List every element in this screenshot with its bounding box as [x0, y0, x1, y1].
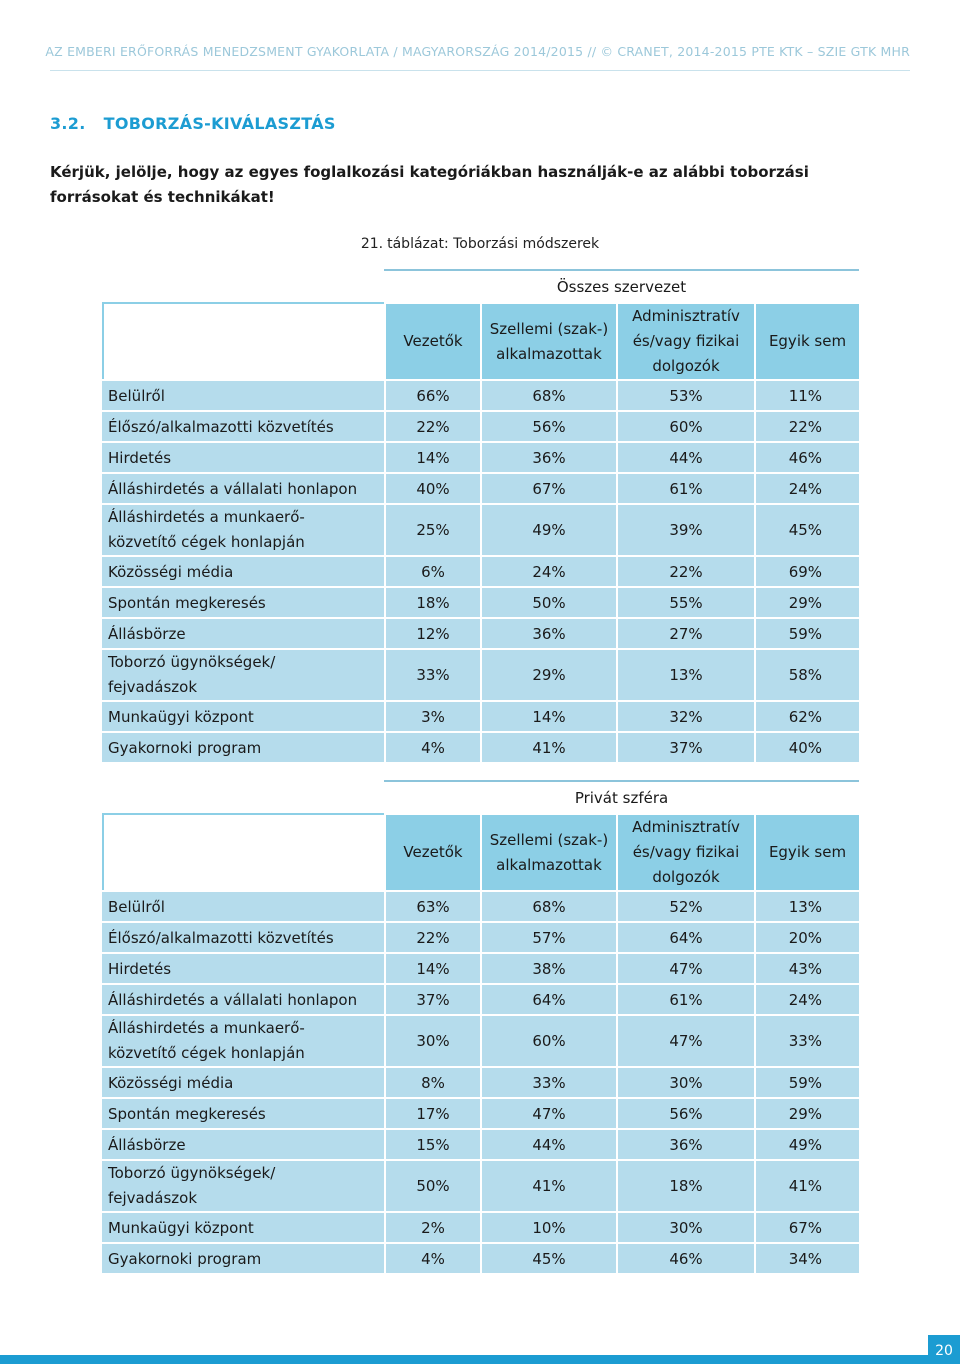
table-row — [102, 1128, 859, 1159]
table-row — [102, 586, 859, 617]
table-cell: 45% — [754, 503, 859, 555]
group-header: Összes szervezet — [384, 269, 859, 302]
row-label-line: fejvadászok — [108, 678, 198, 696]
row-label: Élőszó/alkalmazotti közvetítés — [102, 410, 384, 441]
table-cell: 50% — [384, 1159, 480, 1211]
table-private-sector — [102, 780, 859, 1273]
table-cell: 14% — [384, 952, 480, 983]
table-cell: 6% — [384, 555, 480, 586]
row-label: Közösségi média — [102, 1066, 384, 1097]
table-cell: 22% — [384, 410, 480, 441]
table-cell: 41% — [480, 1159, 616, 1211]
table-cell: 58% — [754, 648, 859, 700]
running-header: AZ EMBERI ERŐFORRÁS MENEDZSMENT GYAKORLATA / MAGYARORSZÁG 2014/2015 // © CRANET, 2014-2015 PTE KTK – SZIE GTK MHR — [45, 44, 910, 59]
row-label-line: Álláshirdetés a munkaerő- — [108, 508, 305, 526]
table-cell: 69% — [754, 555, 859, 586]
table-cell: 60% — [480, 1014, 616, 1066]
row-label: Állásbörze — [102, 1128, 384, 1159]
row-label: Hirdetés — [102, 952, 384, 983]
table-cell: 52% — [616, 890, 754, 921]
group-header: Privát szféra — [384, 780, 859, 813]
table-cell: 18% — [616, 1159, 754, 1211]
row-label-line: Toborzó ügynökségek/ — [108, 653, 276, 671]
table-cell: 60% — [616, 410, 754, 441]
header-divider — [50, 70, 910, 71]
table-cell: 13% — [616, 648, 754, 700]
table-cell: 20% — [754, 921, 859, 952]
table-cell: 61% — [616, 472, 754, 503]
table-cell: 49% — [480, 503, 616, 555]
table-row — [102, 983, 859, 1014]
col-header-line: dolgozók — [652, 357, 720, 375]
table-cell: 34% — [754, 1242, 859, 1273]
col-header-line: Adminisztratív — [632, 818, 740, 836]
table-cell: 12% — [384, 617, 480, 648]
table-cell: 22% — [754, 410, 859, 441]
col-header-line: Adminisztratív — [632, 307, 740, 325]
table-cell: 56% — [616, 1097, 754, 1128]
table-row — [102, 1097, 859, 1128]
col-header-line: és/vagy fizikai — [632, 843, 740, 861]
table-cell: 50% — [480, 586, 616, 617]
table-cell: 2% — [384, 1211, 480, 1242]
table-cell: 24% — [480, 555, 616, 586]
table-cell: 36% — [616, 1128, 754, 1159]
section-title: TOBORZÁS-KIVÁLASZTÁS — [103, 114, 336, 133]
row-label: Belülről — [102, 379, 384, 410]
table-row — [102, 921, 859, 952]
section-heading — [50, 114, 336, 133]
col-header-line: alkalmazottak — [496, 344, 602, 363]
table-cell: 68% — [480, 890, 616, 921]
col-header-egyik-sem: Egyik sem — [754, 302, 859, 379]
table-cell: 67% — [480, 472, 616, 503]
table-row — [102, 617, 859, 648]
col-header-vezetok: Vezetők — [384, 813, 480, 890]
table-cell: 25% — [384, 503, 480, 555]
footer-bar — [0, 1355, 960, 1364]
row-label: Spontán megkeresés — [102, 586, 384, 617]
row-label: Álláshirdetés a vállalati honlapon — [102, 983, 384, 1014]
table-cell: 41% — [480, 731, 616, 762]
table-cell: 27% — [616, 617, 754, 648]
table-all-organizations — [102, 269, 859, 762]
row-label: Állásbörze — [102, 617, 384, 648]
table-cell: 55% — [616, 586, 754, 617]
table-cell: 63% — [384, 890, 480, 921]
table-row — [102, 648, 859, 700]
row-label: Közösségi média — [102, 555, 384, 586]
table-cell: 39% — [616, 503, 754, 555]
table-cell: 41% — [754, 1159, 859, 1211]
table-cell: 18% — [384, 586, 480, 617]
table-cell: 14% — [384, 441, 480, 472]
row-label-line: Toborzó ügynökségek/ — [108, 1164, 276, 1182]
table-cell: 46% — [616, 1242, 754, 1273]
table-cell: 22% — [384, 921, 480, 952]
table-cell: 45% — [480, 1242, 616, 1273]
table-row — [102, 1066, 859, 1097]
row-label: Munkaügyi központ — [102, 1211, 384, 1242]
table-cell: 17% — [384, 1097, 480, 1128]
table-cell: 40% — [384, 472, 480, 503]
row-label: Élőszó/alkalmazotti közvetítés — [102, 921, 384, 952]
table-cell: 29% — [480, 648, 616, 700]
col-header-egyik-sem: Egyik sem — [754, 813, 859, 890]
table-cell: 4% — [384, 1242, 480, 1273]
col-header-line: alkalmazottak — [496, 855, 602, 874]
table-cell: 33% — [384, 648, 480, 700]
row-label — [102, 1159, 384, 1211]
table-cell: 40% — [754, 731, 859, 762]
table-cell: 3% — [384, 700, 480, 731]
col-header-adminisztrativ — [616, 302, 754, 379]
table-caption-text: táblázat: Toborzási módszerek — [387, 236, 600, 252]
row-label-line: Álláshirdetés a munkaerő- — [108, 1019, 305, 1037]
table-cell: 44% — [616, 441, 754, 472]
header-blank-cell — [102, 302, 384, 379]
table-row — [102, 1159, 859, 1211]
page-number: 20 — [928, 1335, 960, 1364]
table-cell: 66% — [384, 379, 480, 410]
row-label: Belülről — [102, 890, 384, 921]
table-row — [102, 379, 859, 410]
table-cell: 36% — [480, 441, 616, 472]
table-cell: 22% — [616, 555, 754, 586]
table-cell: 62% — [754, 700, 859, 731]
table-cell: 59% — [754, 1066, 859, 1097]
row-label: Hirdetés — [102, 441, 384, 472]
table-cell: 10% — [480, 1211, 616, 1242]
row-label-line: fejvadászok — [108, 1189, 198, 1207]
col-header-szellemi — [480, 302, 616, 379]
row-label-line: közvetítő cégek honlapján — [108, 533, 305, 551]
row-label — [102, 648, 384, 700]
table-cell: 57% — [480, 921, 616, 952]
table-cell: 14% — [480, 700, 616, 731]
table-cell: 37% — [616, 731, 754, 762]
table-cell: 43% — [754, 952, 859, 983]
row-label: Spontán megkeresés — [102, 1097, 384, 1128]
table-cell: 24% — [754, 472, 859, 503]
row-label — [102, 503, 384, 555]
table-cell: 38% — [480, 952, 616, 983]
table-cell: 33% — [754, 1014, 859, 1066]
table-row — [102, 700, 859, 731]
row-label: Gyakornoki program — [102, 731, 384, 762]
header-blank-cell — [102, 813, 384, 890]
table-cell: 61% — [616, 983, 754, 1014]
table-row — [102, 1242, 859, 1273]
table-row — [102, 503, 859, 555]
table-cell: 13% — [754, 890, 859, 921]
table-row — [102, 472, 859, 503]
table-cell: 29% — [754, 1097, 859, 1128]
table-cell: 32% — [616, 700, 754, 731]
table-cell: 64% — [616, 921, 754, 952]
col-header-line: Szellemi (szak-) — [489, 319, 609, 338]
col-header-szellemi — [480, 813, 616, 890]
table-cell: 46% — [754, 441, 859, 472]
table-cell: 36% — [480, 617, 616, 648]
table-cell: 24% — [754, 983, 859, 1014]
row-label: Munkaügyi központ — [102, 700, 384, 731]
table-row — [102, 1211, 859, 1242]
table-cell: 33% — [480, 1066, 616, 1097]
row-label-line: közvetítő cégek honlapján — [108, 1044, 305, 1062]
table-row — [102, 890, 859, 921]
table-cell: 47% — [616, 952, 754, 983]
table-row — [102, 555, 859, 586]
table-cell: 30% — [616, 1066, 754, 1097]
table-cell: 15% — [384, 1128, 480, 1159]
row-label: Gyakornoki program — [102, 1242, 384, 1273]
table-caption — [0, 236, 960, 252]
table-row — [102, 441, 859, 472]
table-cell: 59% — [754, 617, 859, 648]
table-row — [102, 410, 859, 441]
table-caption-number: 21. — [360, 236, 384, 252]
col-header-vezetok: Vezetők — [384, 302, 480, 379]
table-cell: 30% — [616, 1211, 754, 1242]
table-cell: 30% — [384, 1014, 480, 1066]
row-label — [102, 1014, 384, 1066]
col-header-adminisztrativ — [616, 813, 754, 890]
col-header-line: Szellemi (szak-) — [489, 830, 609, 849]
table-cell: 44% — [480, 1128, 616, 1159]
table-cell: 47% — [616, 1014, 754, 1066]
table-cell: 68% — [480, 379, 616, 410]
row-label: Álláshirdetés a vállalati honlapon — [102, 472, 384, 503]
table-cell: 47% — [480, 1097, 616, 1128]
table-cell: 37% — [384, 983, 480, 1014]
table-cell: 29% — [754, 586, 859, 617]
col-header-line: és/vagy fizikai — [632, 332, 740, 350]
table-cell: 64% — [480, 983, 616, 1014]
table-cell: 49% — [754, 1128, 859, 1159]
table-cell: 11% — [754, 379, 859, 410]
table-cell: 56% — [480, 410, 616, 441]
table-cell: 53% — [616, 379, 754, 410]
col-header-line: dolgozók — [652, 868, 720, 886]
table-row — [102, 952, 859, 983]
table-row — [102, 731, 859, 762]
table-cell: 67% — [754, 1211, 859, 1242]
table-cell: 4% — [384, 731, 480, 762]
table-cell: 8% — [384, 1066, 480, 1097]
section-number: 3.2. — [50, 114, 86, 133]
table-row — [102, 1014, 859, 1066]
question-text: Kérjük, jelölje, hogy az egyes foglalkozási kategóriákban használják-e az alábbi toborzási forrásokat és technikákat! — [50, 163, 809, 206]
